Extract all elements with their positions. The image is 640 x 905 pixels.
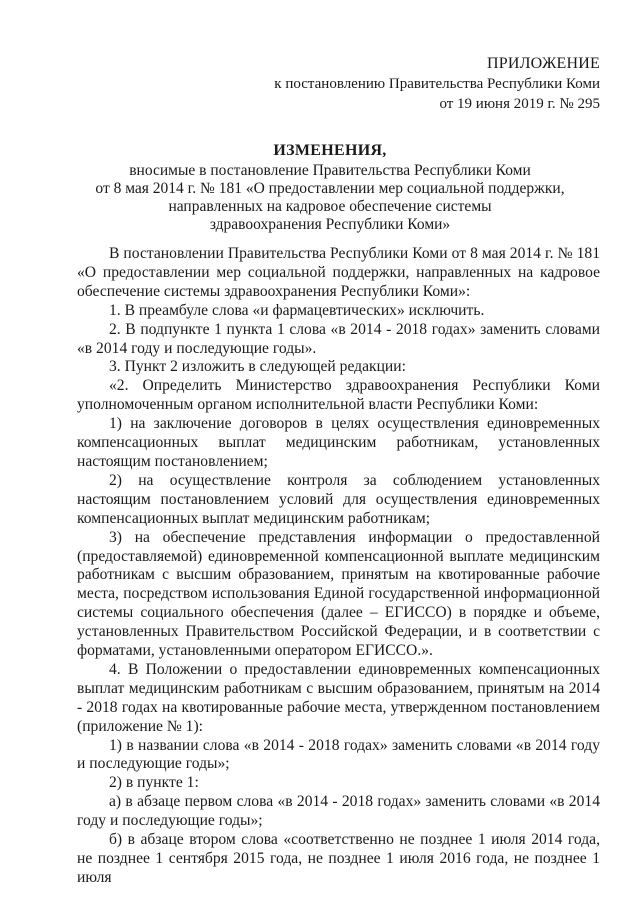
title-line: направленных на кадровое обеспечение системы (168, 198, 492, 215)
title-heading: ИЗМЕНЕНИЯ, (273, 142, 387, 159)
title-line: здравоохранения Республики Коми» (209, 216, 451, 233)
appendix-date-line: от 19 июня 2019 г. № 295 (439, 96, 600, 112)
appendix-resolution-line: к постановлению Правительства Республики Коми (274, 76, 600, 92)
paragraph-item-4-2-b: б) в абзаце втором слова «соответственно не позднее 1 июля 2014 года, не позднее 1 сентября 2015 года, не позднее 1 июля 2016 года, не позднее 1 июля (77, 831, 600, 886)
paragraph-sub-1: 1) на заключение договоров в целях осуществления единовременных компенсационных выплат медицинским работникам, установленных настоящим постановлением; (77, 415, 600, 470)
appendix-header (274, 54, 600, 114)
paragraph-item-1: 1. В преамбуле слова «и фармацевтических» исключить. (109, 301, 485, 319)
paragraph-item-4: 4. В Положении о предоставлении единовременных компенсационных выплат медицинским работникам с высшим образованием, принятым на 2014 - 2018 годах на квотированные рабочие места, утвержденном постановлением (приложение № 1): (77, 660, 600, 735)
title-line: от 8 мая 2014 г. № 181 «О предоставлении мер социальной поддержки, (95, 180, 565, 197)
paragraph-intro: В постановлении Правительства Республики Коми от 8 мая 2014 г. № 181 «О предоставлении мер социальной поддержки, направленных на кадровое обеспечение системы здравоохранения Республики Коми»: (77, 245, 600, 300)
paragraph-item-3: 3. Пункт 2 изложить в следующей редакции: (109, 358, 406, 376)
document-body (77, 245, 600, 888)
paragraph-quote-2: «2. Определить Министерство здравоохранения Республики Коми уполномоченным органом исполнительной власти Республики Коми: (77, 377, 600, 414)
title-line: вносимые в постановление Правительства Республики Коми (129, 162, 531, 179)
paragraph-item-4-1: 1) в названии слова «в 2014 - 2018 годах» заменить словами «в 2014 году и последующие годы»; (77, 736, 600, 773)
paragraph-item-4-2: 2) в пункте 1: (109, 774, 199, 792)
paragraph-sub-3: 3) на обеспечение представления информации о предоставленной (предоставляемой) единовременной компенсационной выплате медицинским работникам с высшим образованием, принятым на квотированные рабочие места, посредством использования Единой государственной информационной системы социального обеспечения (далее – ЕГИССО) в порядке и объеме, установленных Правительством Российской Федерации, и в соответствии с форматами, установленными оператором ЕГИССО.». (77, 528, 600, 660)
paragraph-sub-2: 2) на осуществление контроля за соблюдением установленных настоящим постановлением условий для осуществления единовременных компенсационных выплат медицинским работникам; (77, 471, 600, 527)
paragraph-item-4-2-a: а) в абзаце первом слова «в 2014 - 2018 годах» заменить словами «в 2014 году и последующие годы»; (77, 793, 600, 830)
document-title (90, 142, 570, 234)
appendix-label: ПРИЛОЖЕНИЕ (486, 55, 600, 72)
paragraph-item-2: 2. В подпункте 1 пункта 1 слова «в 2014 - 2018 годах» заменить словами «в 2014 году и последующие годы». (77, 320, 600, 357)
